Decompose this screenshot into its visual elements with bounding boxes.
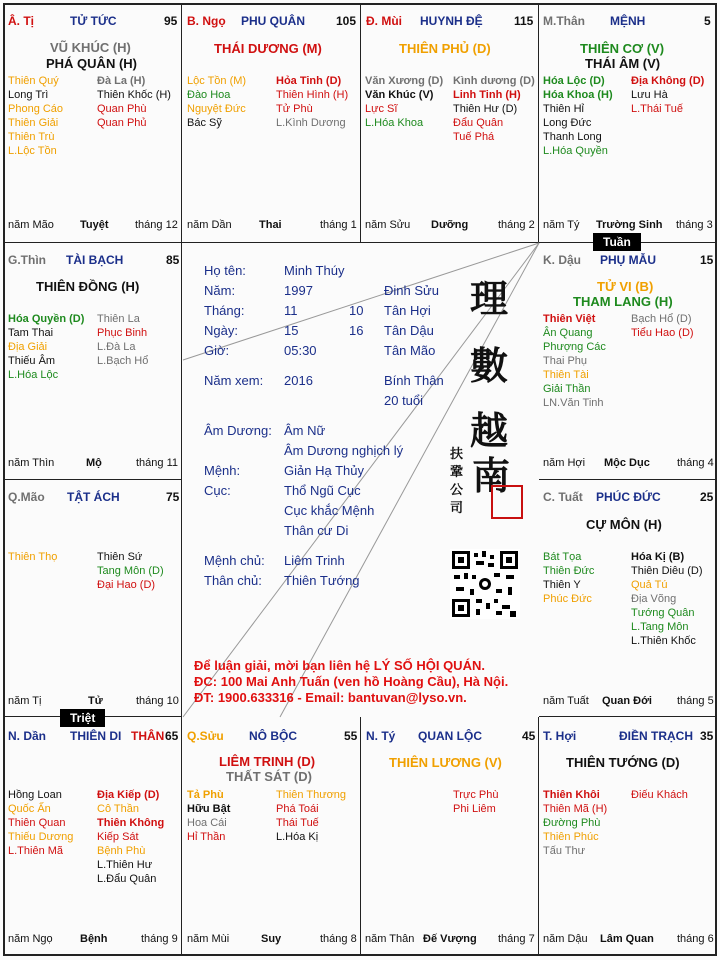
palace-mui-branch: Đ. Mùi <box>366 14 402 28</box>
main-star: CỰ MÔN (H) <box>586 517 662 532</box>
minor-star: Thiên Hư (D) <box>453 103 518 115</box>
minor-star: Quốc Ấn <box>8 803 51 815</box>
value-nam-xem: 2016 <box>284 373 313 388</box>
palace-dan-branch: N. Dần <box>8 729 47 743</box>
value-ngay-can: Tân Dậu <box>384 323 434 338</box>
minor-star: Văn Khúc (V) <box>365 89 434 101</box>
minor-star: Văn Xương (D) <box>365 75 444 87</box>
palace-than-branch: M.Thân <box>543 14 585 28</box>
label-nam-xem: Năm xem: <box>204 373 264 388</box>
value-cuc-3: Thân cư Di <box>284 523 349 538</box>
palace-thin-name: TÀI BẠCH <box>66 253 124 267</box>
minor-star: Ân Quang <box>543 327 593 339</box>
value-thang-duong: 11 <box>284 303 298 318</box>
value-tuoi: 20 tuổi <box>384 393 424 408</box>
footer-month: tháng 12 <box>135 219 178 231</box>
minor-star: Tang Môn (D) <box>97 565 164 577</box>
red-seal-stamp <box>491 485 523 519</box>
minor-star: Lưu Hà <box>631 89 668 101</box>
palace-ti-num: 95 <box>164 14 178 28</box>
minor-star: Đại Hao (D) <box>97 579 156 591</box>
minor-star: Thiên Thọ <box>8 551 58 563</box>
label-than-chu: Thân chủ: <box>204 573 262 588</box>
minor-star: Lộc Tồn (M) <box>187 75 247 87</box>
minor-star: Địa Không (D) <box>631 75 705 87</box>
palace-ty-branch: N. Tý <box>366 729 396 743</box>
minor-star: Thiên Tài <box>543 369 589 381</box>
minor-star: L.Kình Dương <box>276 117 346 129</box>
value-thang-am: 10 <box>349 303 364 318</box>
value-nam-can: Đinh Sửu <box>384 283 439 298</box>
label-thang: Tháng: <box>204 303 245 318</box>
value-gio-can: Tân Mão <box>384 343 436 358</box>
minor-star: Thiên Hỉ <box>543 103 584 115</box>
minor-star: Giải Thần <box>543 383 591 395</box>
footer-stage: Suy <box>261 933 282 945</box>
palace-tuat-name: PHÚC ĐỨC <box>596 490 661 504</box>
minor-star: Bác Sỹ <box>187 117 222 129</box>
palace-ngo-branch: B. Ngọ <box>187 14 226 28</box>
minor-star: Thiên Hình (H) <box>276 89 349 101</box>
palace-suu-branch: Q.Sửu <box>187 729 224 743</box>
minor-star: Hóa Quyền (D) <box>8 313 85 325</box>
footer-stage: Tuyệt <box>80 219 109 231</box>
footer-year: năm Tị <box>8 695 42 707</box>
minor-star: Lực Sĩ <box>365 103 398 115</box>
minor-star: L.Hóa Lộc <box>8 369 59 381</box>
minor-star: L.Bạch Hổ <box>97 355 149 367</box>
footer-year: năm Thìn <box>8 457 55 469</box>
palace-tuat-num: 25 <box>700 490 714 504</box>
footer-stage: Trường Sinh <box>596 219 663 231</box>
value-thang-can: Tân Hợi <box>384 303 431 318</box>
minor-star: Tuế Phá <box>453 131 495 143</box>
small-seal-text: 鞏 <box>450 464 464 479</box>
calligraphy-logo: 越 <box>470 408 509 453</box>
main-star: THẤT SÁT (D) <box>226 769 312 784</box>
minor-star: Điếu Khách <box>631 789 688 801</box>
minor-star: L.Lộc Tồn <box>8 145 57 157</box>
minor-star: Trực Phù <box>453 789 499 801</box>
main-star: THIÊN PHỦ (D) <box>399 41 491 56</box>
footer-stage: Quan Đới <box>602 695 652 707</box>
minor-star: Thiên La <box>97 313 140 325</box>
footer-month: tháng 6 <box>677 933 714 945</box>
minor-star: Tướng Quân <box>631 607 695 619</box>
minor-star: Thiên Phúc <box>543 831 599 843</box>
value-ho-ten: Minh Thúy <box>284 263 345 278</box>
minor-star: Tiểu Hao (D) <box>631 327 694 339</box>
minor-star: Tam Thai <box>8 327 54 339</box>
minor-star: Phi Liêm <box>453 803 496 815</box>
palace-mui-name: HUYNH ĐỆ <box>420 14 483 28</box>
footer-year: năm Thân <box>365 933 415 945</box>
minor-star: Quan Phù <box>97 103 147 115</box>
minor-star: Địa Giải <box>8 341 48 353</box>
main-star: THÁI DƯƠNG (M) <box>214 41 322 56</box>
minor-star: Thiên Sứ <box>97 551 143 563</box>
main-star: THÁI ÂM (V) <box>585 56 661 71</box>
value-nam: 1997 <box>284 283 313 298</box>
minor-star: Hữu Bật <box>187 803 231 815</box>
footer-stage: Dưỡng <box>431 219 469 231</box>
minor-star: Thai Phụ <box>543 355 588 367</box>
minor-star: Địa Võng <box>631 593 677 605</box>
value-cuc: Thổ Ngũ Cục <box>284 483 361 498</box>
calligraphy-logo: 數 <box>470 343 509 388</box>
footer-year: năm Mùi <box>187 933 230 945</box>
minor-star: Hóa Kị (B) <box>631 551 685 563</box>
footer-stage: Đế Vượng <box>423 933 477 945</box>
label-ho-ten: Họ tên: <box>204 263 246 278</box>
palace-dan-than-tag: THÂN <box>131 729 165 743</box>
tuan-tag: Tuần <box>593 233 641 251</box>
palace-hoi-num: 35 <box>700 729 714 743</box>
minor-star: Thiên Giải <box>8 117 59 129</box>
footer-year: năm Dần <box>187 219 232 231</box>
footer-month: tháng 8 <box>320 933 357 945</box>
footer-stage: Lâm Quan <box>600 933 654 945</box>
value-ngay-duong: 15 <box>284 323 299 338</box>
minor-star: Thái Tuế <box>276 817 319 829</box>
footer-month: tháng 7 <box>498 933 535 945</box>
minor-star: Bát Tọa <box>543 551 582 563</box>
value-nam-xem-can: Bính Thân <box>384 373 444 388</box>
footer-stage: Mộc Dục <box>604 457 650 469</box>
label-menh-chu: Mệnh chủ: <box>204 553 265 568</box>
minor-star: Tấu Thư <box>543 845 586 857</box>
minor-star: Thiên Y <box>543 579 581 591</box>
minor-star: Đào Hoa <box>187 89 231 101</box>
minor-star: Nguyệt Đức <box>187 103 246 115</box>
main-star: PHÁ QUÂN (H) <box>46 56 137 71</box>
minor-star: Thiên Mã (H) <box>543 803 608 815</box>
label-gio: Giờ: <box>204 343 230 358</box>
minor-star: Tả Phù <box>187 789 224 801</box>
minor-star: Tử Phù <box>276 103 313 115</box>
footer-stage: Bệnh <box>80 933 108 945</box>
label-ngay: Ngày: <box>204 323 238 338</box>
minor-star: Kình dương (D) <box>453 75 535 87</box>
value-ngay-am: 16 <box>349 323 364 338</box>
minor-star: Thiên Khôi <box>543 789 600 801</box>
footer-month: tháng 9 <box>141 933 178 945</box>
footer-stage: Tử <box>88 695 103 707</box>
main-star: VŨ KHÚC (H) <box>50 40 131 55</box>
qr-code-icon[interactable] <box>450 549 520 619</box>
footer-year: năm Mão <box>8 219 54 231</box>
palace-dau-branch: K. Dậu <box>543 253 582 267</box>
palace-suu-name: NÔ BỘC <box>249 729 297 743</box>
main-star: THIÊN LƯƠNG (V) <box>389 755 502 770</box>
minor-star: Thanh Long <box>543 131 602 143</box>
minor-star: Đẩu Quân <box>453 117 504 129</box>
minor-star: Thiên Việt <box>543 313 596 325</box>
minor-star: Kiếp Sát <box>97 831 139 843</box>
palace-tuat-branch: C. Tuất <box>543 490 583 504</box>
palace-dan-name: THIÊN DI <box>70 729 122 743</box>
footer-year: năm Tuất <box>543 695 589 707</box>
palace-ty-num: 45 <box>522 729 536 743</box>
main-star: LIÊM TRINH (D) <box>219 754 316 769</box>
minor-star: Thiếu Dương <box>8 831 74 843</box>
palace-mao-num: 75 <box>166 490 180 504</box>
palace-ti-name: TỬ TỨC <box>70 14 117 28</box>
footer-year: năm Sửu <box>365 219 411 231</box>
minor-star: Thiên Khốc (H) <box>97 89 171 101</box>
footer-month: tháng 10 <box>136 695 179 707</box>
label-nam: Năm: <box>204 283 236 298</box>
minor-star: Thiên Đức <box>543 565 595 577</box>
minor-star: Đà La (H) <box>97 75 146 87</box>
footer-year: năm Tý <box>543 219 580 231</box>
footer-stage: Mộ <box>86 457 102 469</box>
minor-star: Đường Phù <box>543 817 601 829</box>
minor-star: L.Tang Môn <box>631 621 689 633</box>
minor-star: Hóa Khoa (H) <box>543 89 613 101</box>
minor-star: Thiên Quý <box>8 75 59 87</box>
palace-ty-name: QUAN LỘC <box>418 729 482 743</box>
value-menh-chu: Liêm Trinh <box>284 553 345 568</box>
minor-star: Long Đức <box>543 117 592 129</box>
minor-star: Cô Thần <box>97 803 139 815</box>
palace-mao-name: TẬT ÁCH <box>67 490 120 504</box>
minor-star: Phong Cáo <box>8 103 64 115</box>
footer-month: tháng 4 <box>677 457 714 469</box>
calligraphy-logo: 南 <box>472 453 511 498</box>
value-am-duong: Âm Nữ <box>284 423 326 438</box>
main-star: THIÊN TƯỚNG (D) <box>566 755 680 770</box>
palace-dan-num: 65 <box>165 729 179 743</box>
footer-month: tháng 5 <box>677 695 714 707</box>
triet-tag: Triệt <box>60 709 105 727</box>
footer-year: năm Ngọ <box>8 933 53 945</box>
minor-star: Bạch Hổ (D) <box>631 313 692 325</box>
minor-star: Thiên Thương <box>276 789 347 801</box>
main-star: THIÊN ĐỒNG (H) <box>36 279 140 294</box>
minor-star: Thiên Diêu (D) <box>631 565 703 577</box>
palace-thin-branch: G.Thìn <box>8 253 46 267</box>
minor-star: Phục Binh <box>97 327 148 339</box>
value-gio: 05:30 <box>284 343 317 358</box>
footer-month: tháng 11 <box>136 457 179 469</box>
footer-stage: Thai <box>259 219 282 231</box>
palace-ti-branch: Â. Tị <box>8 14 34 28</box>
minor-star: L.Hóa Khoa <box>365 117 424 129</box>
label-cuc: Cục: <box>204 483 231 498</box>
minor-star: L.Thái Tuế <box>631 103 683 115</box>
palace-ngo-name: PHU QUÂN <box>241 14 306 28</box>
value-cuc-2: Cục khắc Mệnh <box>284 503 375 518</box>
palace-mui-num: 115 <box>514 14 534 28</box>
minor-star: L.Hóa Kị <box>276 831 319 843</box>
footer-month: tháng 2 <box>498 219 535 231</box>
label-menh: Mệnh: <box>204 463 241 478</box>
minor-star: Quả Tú <box>631 579 668 591</box>
main-star: TỬ VI (B) <box>597 279 654 294</box>
minor-star: L.Đà La <box>97 341 136 353</box>
palace-mao-branch: Q.Mão <box>8 490 45 504</box>
value-than-chu: Thiên Tướng <box>284 573 360 588</box>
minor-star: Thiên Quan <box>8 817 66 829</box>
minor-star: Hồng Loan <box>8 789 62 801</box>
footer-year: năm Hợi <box>543 457 586 469</box>
minor-star: Thiếu Âm <box>8 355 56 367</box>
palace-thin-num: 85 <box>166 253 180 267</box>
minor-star: LN.Văn Tinh <box>543 397 604 409</box>
contact-phone-email[interactable]: ĐT: 1900.633316 - Email: bantuvan@lyso.vn. <box>194 690 467 705</box>
minor-star: L.Thiên Mã <box>8 845 64 857</box>
minor-star: Thiên Trù <box>8 131 55 143</box>
minor-star: Long Trì <box>8 89 49 101</box>
palace-than-num: 5 <box>704 14 711 28</box>
minor-star: Phượng Các <box>543 341 606 353</box>
palace-ngo-num: 105 <box>336 14 357 28</box>
small-seal-text: 公 <box>450 482 464 497</box>
footer-month: tháng 3 <box>676 219 713 231</box>
footer-month: tháng 1 <box>320 219 357 231</box>
minor-star: L.Hóa Quyền <box>543 145 608 157</box>
minor-star: L.Thiên Khốc <box>631 635 696 647</box>
value-am-duong-2: Âm Dương nghịch lý <box>284 443 404 458</box>
minor-star: L.Thiên Hư <box>97 859 153 871</box>
palace-hoi-name: ĐIỀN TRẠCH <box>619 729 693 743</box>
minor-star: Địa Kiếp (D) <box>97 789 160 801</box>
contact-address: ĐC: 100 Mai Anh Tuấn (ven hồ Hoàng Cầu), Hà Nội. <box>194 674 509 689</box>
minor-star: Hỏa Tinh (D) <box>276 75 342 87</box>
calligraphy-logo: 理 <box>470 276 509 321</box>
palace-dau-name: PHỤ MẪU <box>600 253 656 267</box>
minor-star: Phá Toái <box>276 803 319 815</box>
minor-star: L.Đẩu Quân <box>97 873 157 885</box>
main-star: THAM LANG (H) <box>573 294 673 309</box>
palace-than-name: MỆNH <box>610 14 646 28</box>
value-menh: Giản Hạ Thủy <box>284 463 364 478</box>
palace-dau-num: 15 <box>700 253 714 267</box>
minor-star: Hóa Lộc (D) <box>543 75 605 87</box>
minor-star: Bệnh Phù <box>97 845 146 857</box>
minor-star: Linh Tinh (H) <box>453 89 521 101</box>
small-seal-text: 扶 <box>450 446 464 461</box>
minor-star: Thiên Không <box>97 817 165 829</box>
minor-star: Hỉ Thần <box>187 831 226 843</box>
footer-year: năm Dậu <box>543 933 588 945</box>
palace-suu-num: 55 <box>344 729 358 743</box>
contact-line-1: Để luận giải, mời bạn liên hệ LÝ SỐ HỘI QUÁN. <box>194 658 485 673</box>
minor-star: Hoa Cái <box>187 817 227 829</box>
main-star: THIÊN CƠ (V) <box>580 41 665 56</box>
minor-star: Phúc Đức <box>543 593 592 605</box>
palace-hoi-branch: T. Hợi <box>543 729 577 743</box>
minor-star: Quan Phủ <box>97 117 147 129</box>
label-am-duong: Âm Dương: <box>204 423 272 438</box>
small-seal-text: 司 <box>450 500 464 515</box>
